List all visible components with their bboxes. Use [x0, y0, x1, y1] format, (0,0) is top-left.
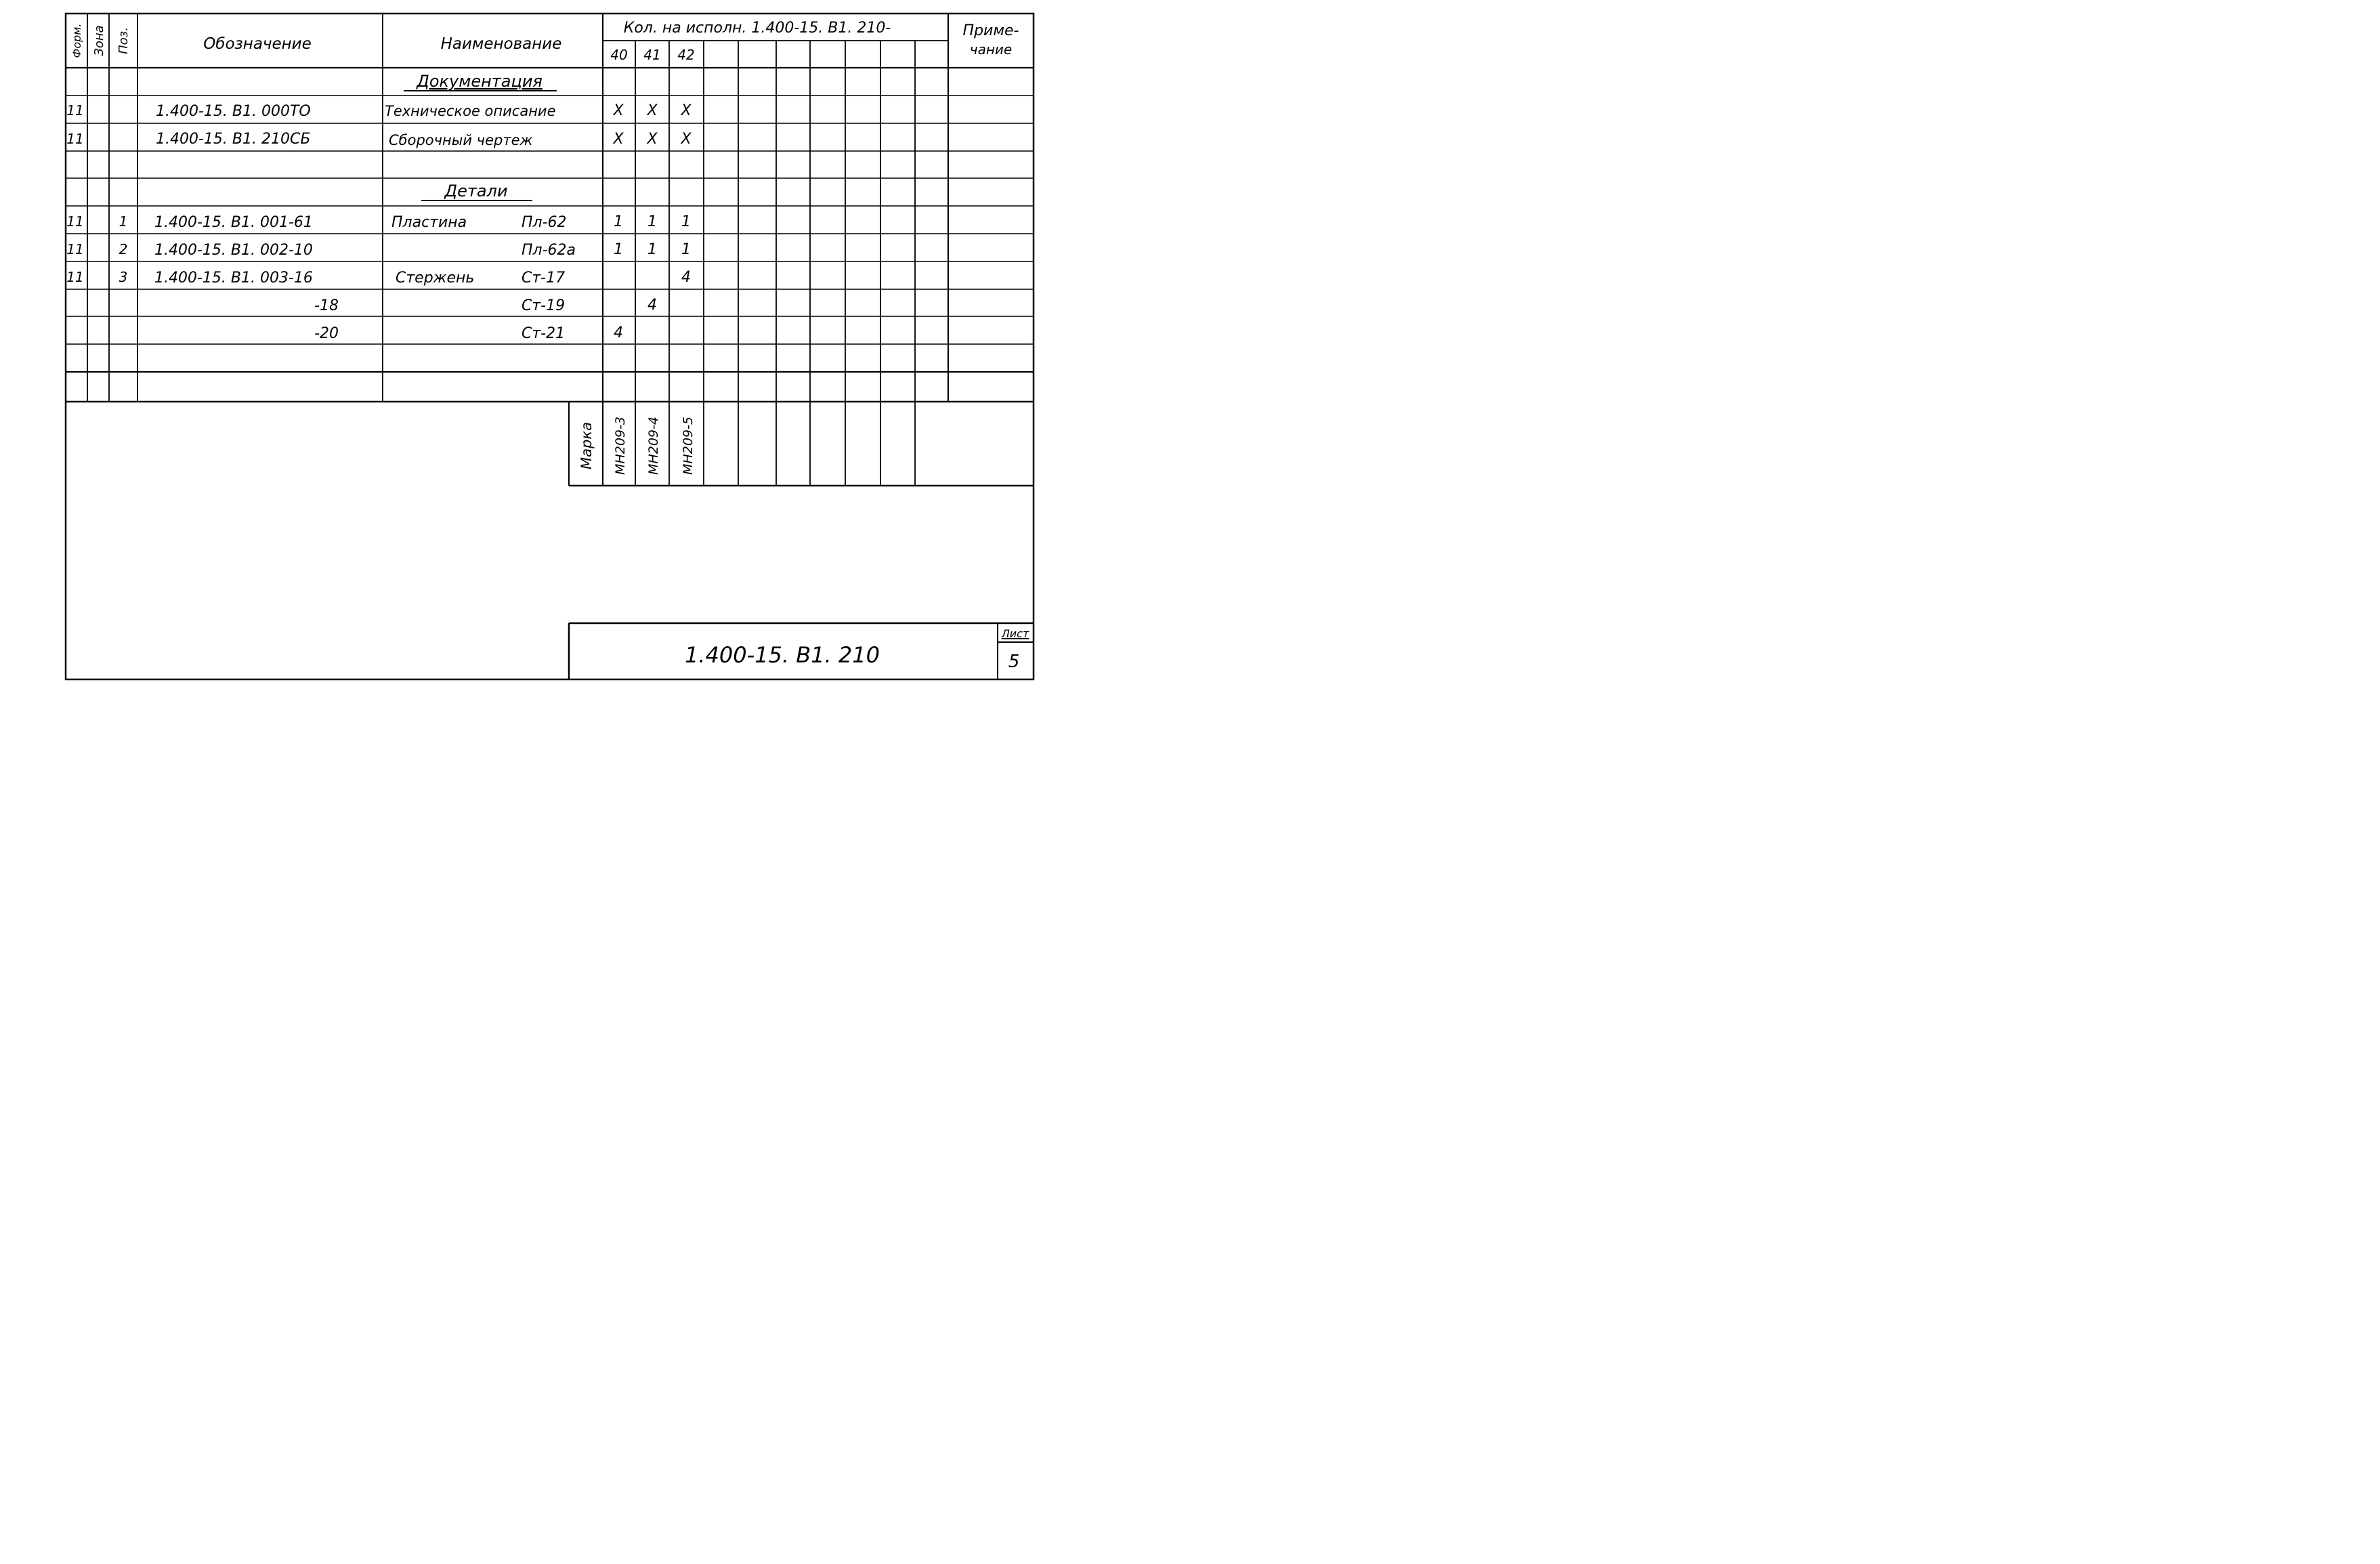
row-mark: Пл-62	[522, 214, 567, 231]
table-row	[66, 269, 691, 287]
section-documentation: Документация	[417, 72, 543, 91]
row-qty-42: X	[681, 102, 692, 119]
row-qty-42: 1	[681, 213, 691, 230]
row-designation: 1.400-15. В1. 210СБ	[156, 131, 311, 148]
row-qty-41: 4	[647, 297, 657, 314]
row-format: 11	[66, 269, 84, 285]
marks-block	[578, 417, 696, 475]
document-code: 1.400-15. В1. 210	[685, 642, 880, 668]
header-variant-41: 41	[643, 47, 661, 63]
row-qty-40: X	[613, 102, 624, 119]
title-block	[685, 627, 1029, 672]
row-format: 11	[66, 213, 84, 230]
row-mark: Ст-17	[522, 270, 566, 287]
sheet-number: 5	[1008, 652, 1020, 672]
specification-sheet	[0, 0, 1048, 694]
row-format: 11	[66, 241, 84, 257]
row-qty-40: 4	[614, 324, 623, 341]
row-qty-41: 1	[647, 213, 657, 230]
header-variant-42: 42	[677, 47, 695, 63]
header-variant-40: 40	[610, 47, 628, 63]
table-header	[70, 20, 1019, 63]
mark-value-41: МН209-4	[646, 417, 661, 475]
row-mark: Ст-21	[522, 325, 566, 342]
row-mark: Пл-62а	[522, 242, 576, 259]
row-name: Стержень	[396, 270, 475, 287]
header-note-line2: чание	[969, 41, 1013, 58]
section-details: Детали	[444, 182, 508, 200]
row-qty-42: 1	[681, 241, 691, 258]
header-designation: Обозначение	[203, 35, 312, 53]
row-designation: 1.400-15. В1. 003-16	[154, 270, 313, 287]
marks-label: Марка	[578, 422, 595, 469]
row-qty-41: X	[647, 102, 658, 119]
row-qty-40: X	[613, 131, 624, 148]
row-mark: Ст-19	[522, 297, 566, 314]
row-name: Пластина	[391, 214, 467, 231]
row-format: 11	[66, 102, 84, 119]
table-row	[66, 131, 692, 148]
table-row	[66, 213, 691, 231]
row-designation: 1.400-15. В1. 000ТО	[156, 103, 311, 120]
row-designation: -18	[314, 297, 339, 314]
table-row	[66, 241, 691, 259]
header-format: Форм.	[70, 23, 83, 58]
header-zone: Зона	[92, 25, 106, 56]
mark-value-40: МН209-3	[613, 417, 628, 475]
header-pos: Поз.	[116, 27, 131, 54]
mark-value-42: МН209-5	[681, 417, 696, 475]
row-pos: 3	[119, 269, 128, 285]
table-row	[314, 297, 657, 314]
row-qty-41: X	[647, 131, 658, 148]
header-name: Наименование	[440, 35, 562, 53]
table-row	[66, 102, 692, 120]
row-pos: 2	[119, 241, 128, 257]
row-qty-40: 1	[614, 241, 623, 258]
row-name: Техническое описание	[385, 103, 556, 119]
row-qty-41: 1	[647, 241, 657, 258]
row-pos: 1	[119, 213, 128, 230]
header-note-line1: Приме-	[962, 22, 1019, 39]
row-designation: 1.400-15. В1. 001-61	[154, 214, 313, 231]
row-qty-42: X	[681, 131, 692, 148]
row-format: 11	[66, 131, 84, 147]
row-qty-42: 4	[681, 269, 691, 286]
row-designation: -20	[314, 325, 339, 342]
row-designation: 1.400-15. В1. 002-10	[154, 242, 313, 259]
row-name: Сборочный чертеж	[389, 132, 533, 148]
sheet-label: Лист	[1001, 627, 1029, 640]
header-qty-title: Кол. на исполн. 1.400-15. В1. 210-	[623, 20, 891, 37]
table-row	[314, 324, 623, 342]
row-qty-40: 1	[614, 213, 623, 230]
